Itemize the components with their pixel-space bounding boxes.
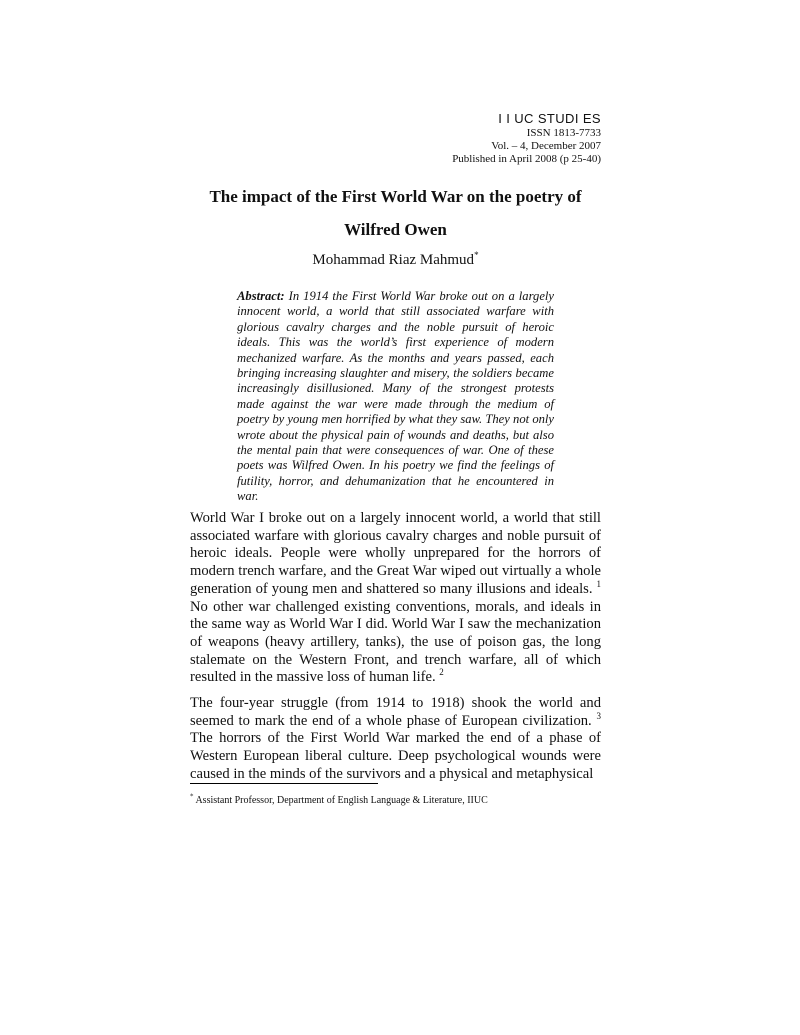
abstract-text: In 1914 the First World War broke out on a largely innocent world, a world that still associated warfare with glorious cavalry charges and the noble pursuit of heroic ideals. This was the world’s first experience of modern mechanized warfare. As the months and years passed, each bringing increasing slaughter and misery, the soldiers became increasingly disillusioned. Many of the strongest protests made against the war were made through the medium of poetry by young men horrified by what they saw. They not only wrote about the physical pain of wounds and deaths, but also the mental pain that were consequences of war. One of these poets was Wilfred Owen. In his poetry we find the feelings of futility, horror, and dehumanization that he encountered in war. xyxy=(237,289,554,504)
reference-mark: 2 xyxy=(439,667,444,678)
abstract xyxy=(237,289,554,505)
paper-title xyxy=(190,180,601,246)
footnote-divider xyxy=(190,783,378,784)
footnote xyxy=(190,794,610,807)
journal-header xyxy=(452,110,601,166)
author-line xyxy=(190,250,601,270)
paragraph-2 xyxy=(190,695,601,784)
paragraph-2-part-2: The horrors of the First World War marked the end of a phase of Western European liberal culture. Deep psychological wounds were caused in the minds of the survivors and a physical and metaphysical xyxy=(190,730,601,782)
reference-mark: 3 xyxy=(596,710,602,721)
abstract-label: Abstract: xyxy=(237,289,285,303)
reference-mark: 1 xyxy=(596,578,601,589)
paragraph-1-part-2: No other war challenged existing conventions, morals, and ideals in the same way as World War I did. World War I saw the mechanization of weapons (heavy artillery, tanks), the use of poison gas, the long stalemate on the Western Front, and trench warfare, all of which resulted in the massive loss of human life. xyxy=(190,598,601,686)
footnote-text: Assistant Professor, Department of English Language & Literature, IIUC xyxy=(195,795,488,806)
paragraph-1 xyxy=(190,510,601,687)
title-line-1: The impact of the First World War on the poetry of xyxy=(209,187,582,206)
footnote-mark: * xyxy=(190,792,194,801)
author-footnote-mark: * xyxy=(474,250,479,260)
paragraph-2-part-1: The four-year struggle (from 1914 to 1918) shook the world and seemed to mark the end of a whole phase of European civilization. xyxy=(190,695,601,729)
issn-line: ISSN 1813-7733 xyxy=(526,127,601,139)
volume-line: Vol. – 4, December 2007 xyxy=(491,140,601,152)
published-line: Published in April 2008 (p 25-40) xyxy=(452,153,601,165)
body-text xyxy=(190,510,601,792)
title-line-2: Wilfred Owen xyxy=(344,220,447,239)
journal-name: I I UC STUDI ES xyxy=(498,111,601,126)
author-name: Mohammad Riaz Mahmud xyxy=(312,252,475,268)
paragraph-1-part-1: World War I broke out on a largely innocent world, a world that still associated warfare with glorious cavalry charges and noble pursuit of heroic ideals. People were wholly unprepared for the horrors of modern trench warfare, and the Great War wiped out virtually a whole generation of young men and shattered so many illusions and ideals. xyxy=(190,510,601,597)
